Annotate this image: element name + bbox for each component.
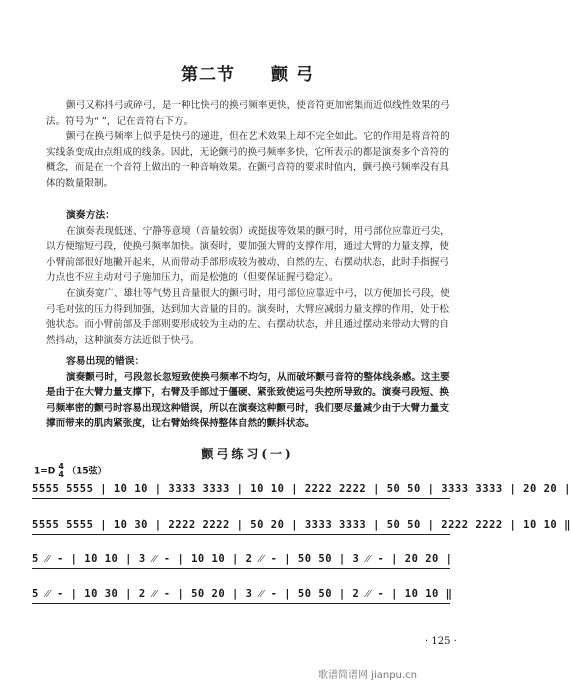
notation-row: 5555 5555 | 1̇0 3̇0 | 2222 2222 | 5̇0 2̇0 | 3333 3333 | 5̇0 5̇0 | 2222 2222 | 1̇0 1̇0 ‖ bbox=[32, 519, 571, 531]
method-paragraph: 在演奏宽广、雄壮等气势且音量很大的颤弓时，用弓部位应靠近中弓，以方便加长弓段，使弓毛对弦的压力得到加强，达到加大音量的目的。演奏时，大臂应减弱力量支撑的作用，处于松弛状态。而小臂前部及手部则要形成较为主动的左、右摆动状态，并且通过摆动来带动大臂的自然抖动，这种演奏方法近似于快弓。 bbox=[46, 287, 450, 346]
string-count: （15弦） bbox=[67, 466, 107, 477]
key-signature bbox=[34, 463, 107, 479]
time-signature bbox=[58, 463, 64, 479]
time-bottom: 4 bbox=[58, 470, 64, 479]
notation-row: 5 ⁄⁄ - | 1̇0 3̇0 | 2 ⁄⁄ - | 5̇0 2̇0 | 3 ⁄⁄ - | 5̇0 5̇0 | 2 ⁄⁄ - | 1̇0 1̇0 ‖ bbox=[32, 588, 453, 600]
time-top: 4 bbox=[58, 462, 64, 471]
intro-text bbox=[46, 98, 458, 192]
watermark: 歌谱简谱网 jianpu.cn bbox=[318, 670, 417, 681]
beam-line bbox=[32, 534, 450, 535]
beam-line bbox=[32, 498, 450, 499]
beam-line bbox=[32, 568, 450, 569]
key-label: 1=D bbox=[34, 466, 56, 477]
errors-heading: 容易出现的错误： bbox=[66, 356, 145, 367]
intro-paragraph: 颤弓又称抖弓或碎弓，是一种比快弓的换弓频率更快，使音符更加密集而近似线性效果的弓法。符号为“ ”，记在音符右下方。 bbox=[46, 100, 450, 127]
errors-section bbox=[46, 354, 458, 432]
section-name: 颤 弓 bbox=[271, 65, 314, 85]
method-heading: 演奏方法： bbox=[66, 210, 115, 221]
section-title bbox=[0, 60, 495, 85]
page-number: · 125 · bbox=[425, 636, 457, 647]
intro-paragraph: 颤弓在换弓频率上似乎是快弓的递进，但在艺术效果上却不完全如此。它的作用是将音符的实线条变成由点组成的线条。因此，无论颤弓的换弓频率多快，它所表示的都是演奏多个音符的概念，而是在一个音符上做出的一种音响效果。在颤弓音符的要求时值内，颤弓换弓频率没有具体的数量限制。 bbox=[46, 131, 450, 189]
exercise-title: 颤弓练习(一) bbox=[201, 447, 294, 461]
notation-row: 5 ⁄⁄ - | 1̇0 1̇0 | 3 ⁄⁄ - | 1̇0 1̇0 | 2 ⁄⁄ - | 5̇0 5̇0 | 3 ⁄⁄ - | 2̇0 2̇0 | bbox=[32, 553, 453, 565]
errors-paragraph: 演奏颤弓时，弓段忽长忽短致使换弓频率不均匀，从而破坏颤弓音符的整体线条感。这主要是由于在大臂力量支撑下，右臂及手部过于僵硬、紧张致使运弓失控所导致的。演奏弓段短、换弓频率密的颤弓时容易出现这种错误，所以在演奏这种颤弓时，我们要尽量减少由于大臂力量支撑而带来的肌肉紧张度，让右臂始终保持整体自然的颤抖状态。 bbox=[46, 371, 450, 430]
method-paragraph: 在演奏表现低迷、宁静等意境（音量较弱）或挺拔等效果的颤弓时，用弓部位应靠近弓尖，以方便缩短弓段，使换弓频率加快。演奏时，要加强大臂的支撑作用，通过大臂的力量支撑，使小臂前部很好地撇开起来，从而带动手部形成较为被动、自然的左、右摆动状态，此时手指握弓力点也不应主动对弓子施加压力，而是松弛的（但要保证握弓稳定）。 bbox=[46, 225, 450, 284]
notation-row: 5555 5555 | 1̇0 1̇0 | 3333 3333 | 1̇0 1̇0 | 2222 2222 | 5̇0 5̇0 | 3333 3333 | 2̇0 2̇0 | bbox=[32, 483, 571, 495]
section-number: 第二节 bbox=[181, 65, 236, 85]
method-section bbox=[46, 208, 458, 348]
beam-line bbox=[32, 603, 450, 604]
